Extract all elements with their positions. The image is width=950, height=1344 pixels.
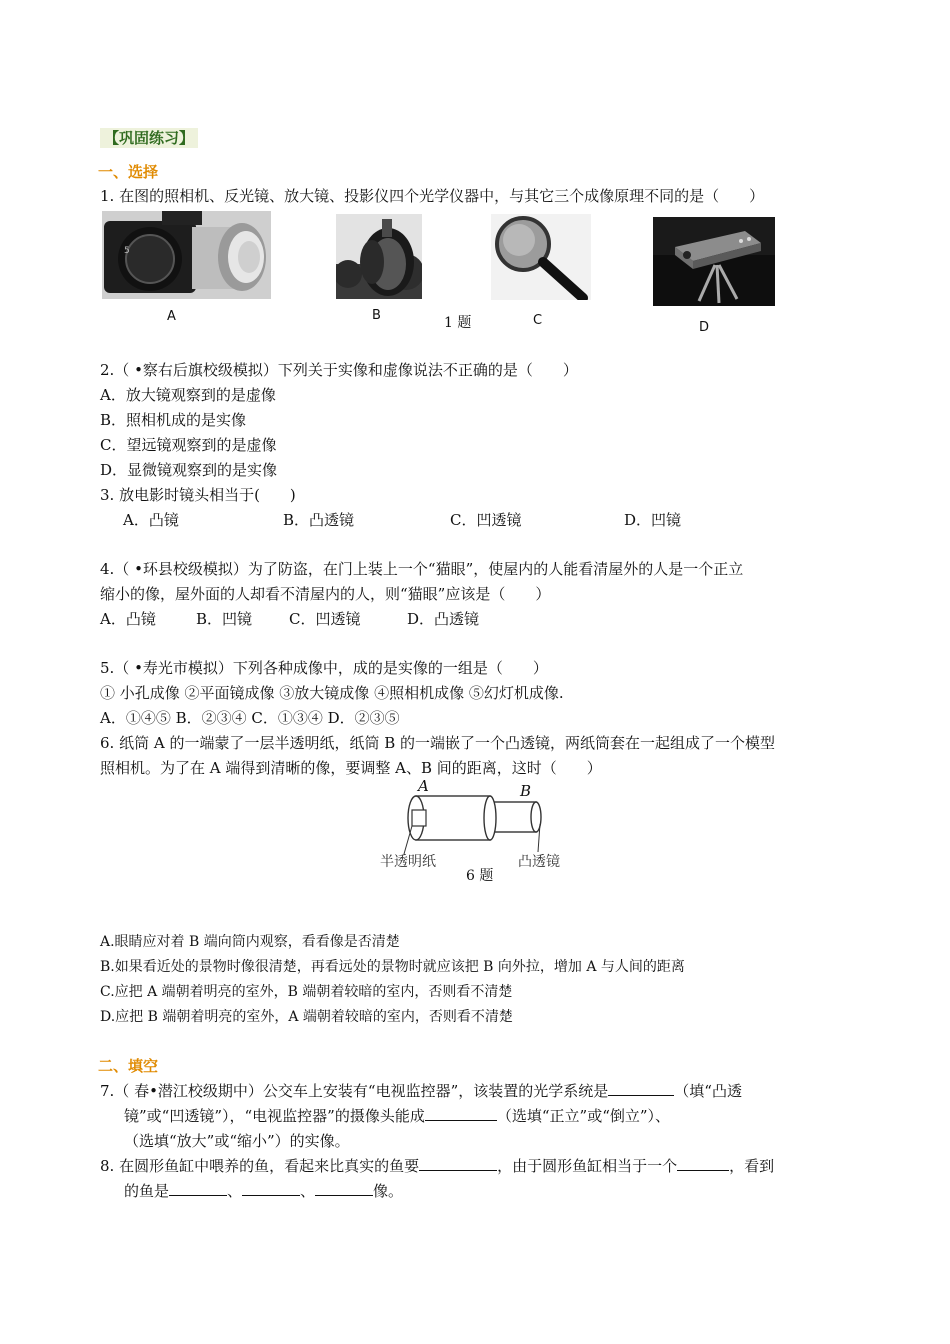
q4-option-d: D．凸透镜 xyxy=(407,610,480,628)
diagram-label-lens: 凸透镜 xyxy=(518,854,560,870)
q6-option-a: A.眼睛应对着 B 端向筒内观察，看看像是否清楚 xyxy=(100,934,400,950)
question-6-line-2: 照相机。为了在 A 端得到清晰的像，要调整 A、B 间的距离，这时（ ） xyxy=(100,759,602,777)
q1-caption: 1 题 xyxy=(444,315,472,331)
q6-option-d: D.应把 B 端朝着明亮的室外，A 端朝着较暗的室内，否则看不清楚 xyxy=(100,1009,513,1025)
q7-blank-2[interactable] xyxy=(425,1106,497,1121)
reflector-photo xyxy=(336,214,422,299)
q3-option-b: B．凸透镜 xyxy=(283,511,355,529)
question-4-line-2: 缩小的像，屋外面的人却看不清屋内的人，则“猫眼”应该是（ ） xyxy=(100,585,551,603)
question-7-line-1 xyxy=(100,1081,742,1101)
diagram-label-paper: 半透明纸 xyxy=(380,854,436,870)
q7-text-2a: 镜”或“凹透镜”），“电视监控器”的摄像头能成 xyxy=(124,1107,425,1125)
q8-sep-1: 、 xyxy=(227,1182,243,1200)
question-3-stem: 3. 放电影时镜头相当于( ) xyxy=(100,486,296,504)
q2-option-d: D．显微镜观察到的是实像 xyxy=(100,461,278,479)
question-5-options: A．①④⑤ B．②③④ C．①③④ D．②③⑤ xyxy=(100,709,400,727)
q6-option-b: B.如果看近处的景物时像很清楚，再看远处的景物时就应该把 B 向外拉，增加 A 与人间的距离 xyxy=(100,959,685,975)
q6-option-c: C.应把 A 端朝着明亮的室外，B 端朝着较暗的室内，否则看不清楚 xyxy=(100,984,513,1000)
projector-photo xyxy=(653,217,775,306)
question-5-items: ① 小孔成像 ②平面镜成像 ③放大镜成像 ④照相机成像 ⑤幻灯机成像. xyxy=(100,684,564,702)
magnifier-photo xyxy=(491,214,591,300)
q8-text-2a: 的鱼是 xyxy=(124,1182,170,1200)
q6-caption: 6 题 xyxy=(466,868,494,884)
question-8-line-2 xyxy=(124,1181,403,1201)
q2-option-b: B．照相机成的是实像 xyxy=(100,411,247,429)
q8-text-2d: 像。 xyxy=(373,1182,404,1200)
q2-option-a: A．放大镜观察到的是虚像 xyxy=(100,386,276,404)
question-7-line-2 xyxy=(124,1106,670,1126)
q8-text-1a: 8. 在圆形鱼缸中喂养的鱼，看起来比真实的鱼要 xyxy=(100,1157,420,1175)
q8-blank-2[interactable] xyxy=(677,1156,729,1171)
question-8-line-1 xyxy=(100,1156,774,1176)
q1-label-b: B xyxy=(372,308,381,323)
section-heading-practice: 【巩固练习】 xyxy=(100,128,198,148)
diagram-label-a: A xyxy=(418,777,429,795)
q7-text-1b: （填“凸透 xyxy=(674,1082,742,1100)
q3-option-a: A．凸镜 xyxy=(123,511,179,529)
q1-label-c: C xyxy=(533,313,543,328)
question-2-stem: 2.（ •察右后旗校级模拟）下列关于实像和虚像说法不正确的是（ ） xyxy=(100,361,578,379)
q8-sep-2: 、 xyxy=(300,1182,316,1200)
svg-text:5: 5 xyxy=(124,246,130,256)
section-title-fill-blank: 二、填空 xyxy=(98,1057,159,1075)
q7-blank-1[interactable] xyxy=(608,1081,674,1096)
q2-option-c: C．望远镜观察到的是虚像 xyxy=(100,436,277,454)
q3-option-d: D．凹镜 xyxy=(624,511,682,529)
q8-blank-5[interactable] xyxy=(315,1181,373,1196)
q4-option-c: C．凹透镜 xyxy=(289,610,361,628)
camera-photo xyxy=(102,211,271,299)
section-title-choice: 一、选择 xyxy=(98,163,159,181)
q3-option-c: C．凹透镜 xyxy=(450,511,522,529)
q4-option-b: B．凹镜 xyxy=(196,610,253,628)
q4-option-a: A．凸镜 xyxy=(100,610,156,628)
q8-blank-3[interactable] xyxy=(169,1181,227,1196)
q8-text-1c: ，看到 xyxy=(729,1157,775,1175)
q1-label-a: A xyxy=(167,309,176,324)
question-7-line-3: （选填“放大”或“缩小”）的实像。 xyxy=(124,1132,350,1150)
question-4-line-1: 4.（ •环县校级模拟）为了防盗，在门上装上一个“猫眼”，使屋内的人能看清屋外的人是一个正立 xyxy=(100,560,744,578)
q1-label-d: D xyxy=(699,320,710,335)
q7-text-1a: 7.（ 春•潜江校级期中）公交车上安装有“电视监控器”，该装置的光学系统是 xyxy=(100,1082,609,1100)
q8-blank-1[interactable] xyxy=(419,1156,497,1171)
q7-text-2b: （选填“正立”或“倒立”）、 xyxy=(496,1107,671,1125)
q8-blank-4[interactable] xyxy=(242,1181,300,1196)
question-1-stem: 1. 在图的照相机、反光镜、放大镜、投影仪四个光学仪器中，与其它三个成像原理不同的是（ ） xyxy=(100,187,765,205)
diagram-label-b: B xyxy=(520,782,532,800)
question-6-line-1: 6. 纸筒 A 的一端蒙了一层半透明纸，纸筒 B 的一端嵌了一个凸透镜，两纸筒套在一起组成了一个模型 xyxy=(100,734,776,752)
q8-text-1b: ，由于圆形鱼缸相当于一个 xyxy=(497,1157,678,1175)
question-5-stem: 5.（ •寿光市模拟）下列各种成像中，成的是实像的一组是（ ） xyxy=(100,659,548,677)
